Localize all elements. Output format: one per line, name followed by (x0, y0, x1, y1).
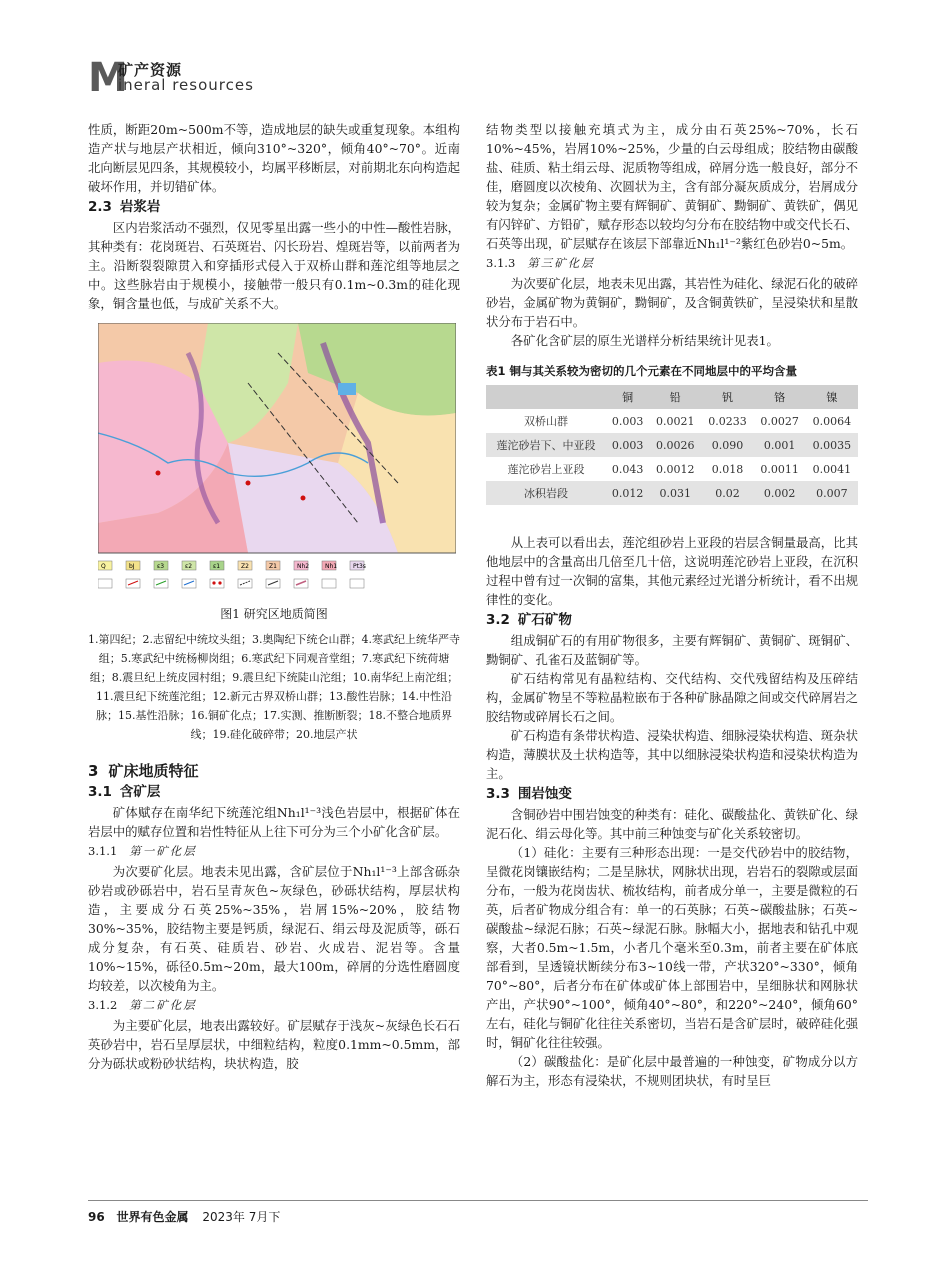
paragraph: 矿石构造有条带状构造、浸染状构造、细脉浸染状构造、斑杂状构造，薄膜状及土状构造等，其中以细脉浸染状构造和浸染状构造为主。 (486, 728, 858, 781)
table-cell: 0.012 (606, 481, 649, 505)
table-cell: 0.003 (611, 414, 644, 428)
table-cell: 0.031 (649, 481, 701, 505)
table-row (486, 409, 858, 433)
journal-name: 世界有色金属 (116, 1210, 189, 1224)
table-cell: 0.0027 (760, 414, 799, 428)
table-cell: 0.043 (611, 462, 644, 476)
paragraph: 为主要矿化层，地表出露较好。矿层赋存于浅灰~灰绿色长石石英砂岩中，岩石呈厚层状，中细粒结构，粒度0.1mm~0.5mm，部分为砾状或粉砂状结构，块状构造，胶 (88, 1018, 460, 1071)
paragraph: 结物类型以接触充填式为主，成分由石英25%~70%，长石10%~45%，岩屑10%~25%，少量的白云母组成；胶结物由碳酸盐、硅质、粘土绢云母、泥质物等组成，碎屑分选一般良好，部分不佳，磨圆度以次棱角、次圆状为主，含有部分凝灰质成分，岩屑成分较为复杂；金属矿物主要有辉铜矿、黄铜矿、黝铜矿、黄铁矿，偶见有闪锌矿、方铅矿，赋存形态以较均匀分布在胶结物中或交代长石、石英等出现，矿层赋存在该层下部靠近Nh₁l¹⁻²紫红色砂岩0~5m。 (486, 122, 858, 251)
legend-label: Nh2 (297, 563, 310, 570)
table-caption: 表1 铜与其关系较为密切的几个元素在不同地层中的平均含量 (486, 364, 798, 378)
legend-label: bJ (129, 563, 135, 570)
footer-divider (88, 1200, 868, 1201)
legend-label: ε3 (157, 563, 165, 570)
table-header-cell: 镍 (806, 385, 858, 409)
table-cell: 0.007 (806, 481, 858, 505)
section-heading-3: 3 矿床地质特征 (88, 762, 199, 780)
section-heading-3-1-2: 3.1.2 第二矿化层 (88, 998, 197, 1012)
table-cell: 0.003 (606, 433, 649, 457)
table-header-cell: 钒 (701, 385, 753, 409)
table-header-row (486, 385, 858, 409)
figure-caption: 图1 研究区地质简图 (220, 607, 328, 621)
section-heading-3-3: 3.3 围岩蚀变 (486, 786, 572, 802)
paragraph: 矿石结构常见有晶粒结构、交代结构、交代残留结构及压碎结构，金属矿物呈不等粒晶粒嵌布于各种矿脉晶隙之间或交代碎屑岩之胶结物或碎屑长石之间。 (486, 671, 858, 724)
legend-label: Pt3s (353, 563, 366, 570)
table-cell: 莲沱砂岩上亚段 (507, 462, 585, 476)
legend-label: Nh1 (325, 563, 338, 570)
table-header-cell (486, 385, 606, 409)
table-cell: 0.0021 (656, 414, 695, 428)
paragraph: 为次要矿化层。地表未见出露，含矿层位于Nh₁l¹⁻³上部含砾杂砂岩或砂砾岩中，岩石呈青灰色~灰绿色，砂砾状结构，厚层状构造，主要成分石英25%~35%，岩屑15%~20%，胶结物30%~35%，胶结物主要是钙质，绿泥石、绢云母及泥质等，砾石成分复杂，有石英、硅质岩、砂岩、火成岩、泥岩等。含量10%~15%，砾径0.5m~20m，最大100m，碎屑的分选性磨圆度均较差，以次棱角为主。 (88, 864, 460, 993)
table-header-cell: 铅 (649, 385, 701, 409)
figure-legend-text: 1.第四纪；2.志留纪中统坟头组；3.奥陶纪下统仑山群；4.寒武纪上统华严寺组；5.寒武纪中统杨柳岗组；6.寒武纪下同观音堂组；7.寒武纪下统荷塘组；8.震旦纪上统皮园村组；9.震旦纪下统陡山沱组；10.南华纪上南沱组；11.震旦纪下统莲沱组；12.新元古界双桥山群；13.酸性岩脉；14.中性沿脉；15.基性沿脉；16.铜矿化点；17.实测、推断断裂；18.不整合地质界线；19.硅化破碎带；20.地层产状 (88, 633, 460, 741)
section-title-cn: 矿产资源 (118, 61, 183, 79)
page-number: 96 (88, 1210, 105, 1224)
paragraph: 组成铜矿石的有用矿物很多，主要有辉铜矿、黄铜矿、斑铜矿、黝铜矿、孔雀石及蓝铜矿等。 (486, 633, 858, 667)
element-content-table (486, 385, 858, 505)
table-cell: 0.018 (711, 462, 744, 476)
legend-label: ε1 (213, 563, 221, 570)
journal-header (88, 55, 888, 101)
table-cell: 0.001 (754, 433, 806, 457)
table-cell: 0.02 (701, 481, 753, 505)
table-row (486, 457, 858, 481)
logo-letter: M (88, 55, 128, 101)
paragraph: 性质，断距20m~500m不等，造成地层的缺失或重复现象。本组构造产状与地层产状相近，倾向310°~320°，倾角40°~70°。近南北向断层见四条，其规模较小，均属平移断层，对前期北东向构造起破坏作用，并切错矿体。 (88, 122, 460, 194)
section-heading-3-1-3: 3.1.3 第三矿化层 (486, 256, 595, 270)
table-cell: 0.0041 (812, 462, 852, 476)
section-heading-2-3: 2.3 岩浆岩 (88, 199, 161, 215)
legend-label: Z2 (241, 563, 249, 570)
paragraph: 各矿化含矿层的原生光谱样分析结果统计见表1。 (510, 333, 779, 348)
section-heading-3-2: 3.2 矿石矿物 (486, 612, 572, 628)
table-cell: 0.0035 (806, 433, 858, 457)
table-row (486, 481, 858, 505)
legend-label: ε2 (185, 563, 193, 570)
paragraph: 矿体赋存在南华纪下统莲沱组Nh₁l¹⁻³浅色岩层中，根据矿体在岩层中的赋存位置和岩性特征从上往下可分为三个小矿化含矿层。 (88, 805, 460, 839)
section-heading-3-1-1: 3.1.1 第一矿化层 (88, 844, 197, 858)
paragraph: 从上表可以看出去，莲沱组砂岩上亚段的岩层含铜量最高，比其他地层中的含量高出几倍至几十倍，这说明莲沱砂岩上亚段，在沉积过程中曾有过一次铜的富集，其他元素经过光谱分析统计，看不出规律性的变化。 (486, 535, 858, 607)
table-cell: 0.0026 (649, 433, 701, 457)
legend-label: Z1 (269, 563, 277, 570)
issue-date: 2023年 7月下 (202, 1210, 281, 1224)
paragraph: （2）碳酸盐化：是矿化层中最普遍的一种蚀变，矿物成分以方解石为主，形态有浸染状，不规则团块状，有时呈巨 (486, 1054, 858, 1088)
table-cell: 双桥山群 (524, 414, 568, 428)
table-cell: 0.0233 (708, 414, 747, 428)
left-column (88, 120, 460, 1073)
page-footer (88, 1208, 280, 1225)
paragraph: （1）硅化：主要有三种形态出现：一是交代砂岩中的胶结物，呈微花岗镶嵌结构；二是呈脉状，网脉状出现，岩岩石的裂隙或层面分布，一般为花岗齿状、梳妆结构，前者成分单一，主要是微粒的石英，后者矿物成分组合有：单一的石英脉；石英~碳酸盐脉；石英~碳酸盐~绿泥石脉；石英~绿泥石脉。脉幅大小，据地表和钻孔中观察，大者0.5m~1.5m，小者几个毫米至0.3m，前者主要在矿体底部看到，呈透镜状断续分布3~10线一带，产状320°~330°，倾角70°~80°，后者分布在矿体或矿体上部围岩中，呈细脉状和网脉状产出，产状90°~100°，倾角40°~80°，和220°~240°，倾角60°左右，硅化与铜矿化往往关系密切，当岩石是含矿层时，破碎硅化强时，铜矿化往往较强。 (486, 845, 858, 1050)
right-column (486, 120, 858, 1090)
table-cell: 0.002 (754, 481, 806, 505)
legend-label: Q (101, 563, 106, 570)
table-row (486, 433, 858, 457)
geology-map (98, 323, 456, 598)
table-cell: 0.0012 (656, 462, 695, 476)
table-cell: 0.0011 (760, 462, 799, 476)
section-title-en: ineral resources (118, 76, 254, 94)
paragraph: 区内岩浆活动不强烈，仅见零星出露一些小的中性—酸性岩脉，其种类有：花岗斑岩、石英斑岩、闪长玢岩、煌斑岩等，以前两者为主。沿断裂裂隙贯入和穿插形式侵入于双桥山群和莲沱组等地层之中。这些脉岩由于规模小，接触带一般只有0.1m~0.3m的硅化现象，铜含量也低，与成矿关系不大。 (88, 220, 460, 311)
paragraph: 为次要矿化层，地表未见出露，其岩性为硅化、绿泥石化的破碎砂岩，金属矿物为黄铜矿，黝铜矿，及含铜黄铁矿，呈浸染状和星散状分布于岩石中。 (486, 276, 858, 329)
table-cell: 冰积岩段 (486, 481, 606, 505)
table-cell: 莲沱砂岩下、中亚段 (486, 433, 606, 457)
table-cell: 0.0064 (812, 414, 852, 428)
section-heading-3-1: 3.1 含矿层 (88, 784, 161, 800)
geology-map-figure (98, 323, 456, 598)
table-header-cell: 铜 (606, 385, 649, 409)
paragraph: 含铜砂岩中围岩蚀变的种类有：硅化、碳酸盐化、黄铁矿化、绿泥石化、绢云母化等。其中前三种蚀变与矿化关系较密切。 (486, 807, 858, 841)
table-cell: 0.090 (701, 433, 753, 457)
table-header-cell: 铬 (754, 385, 806, 409)
